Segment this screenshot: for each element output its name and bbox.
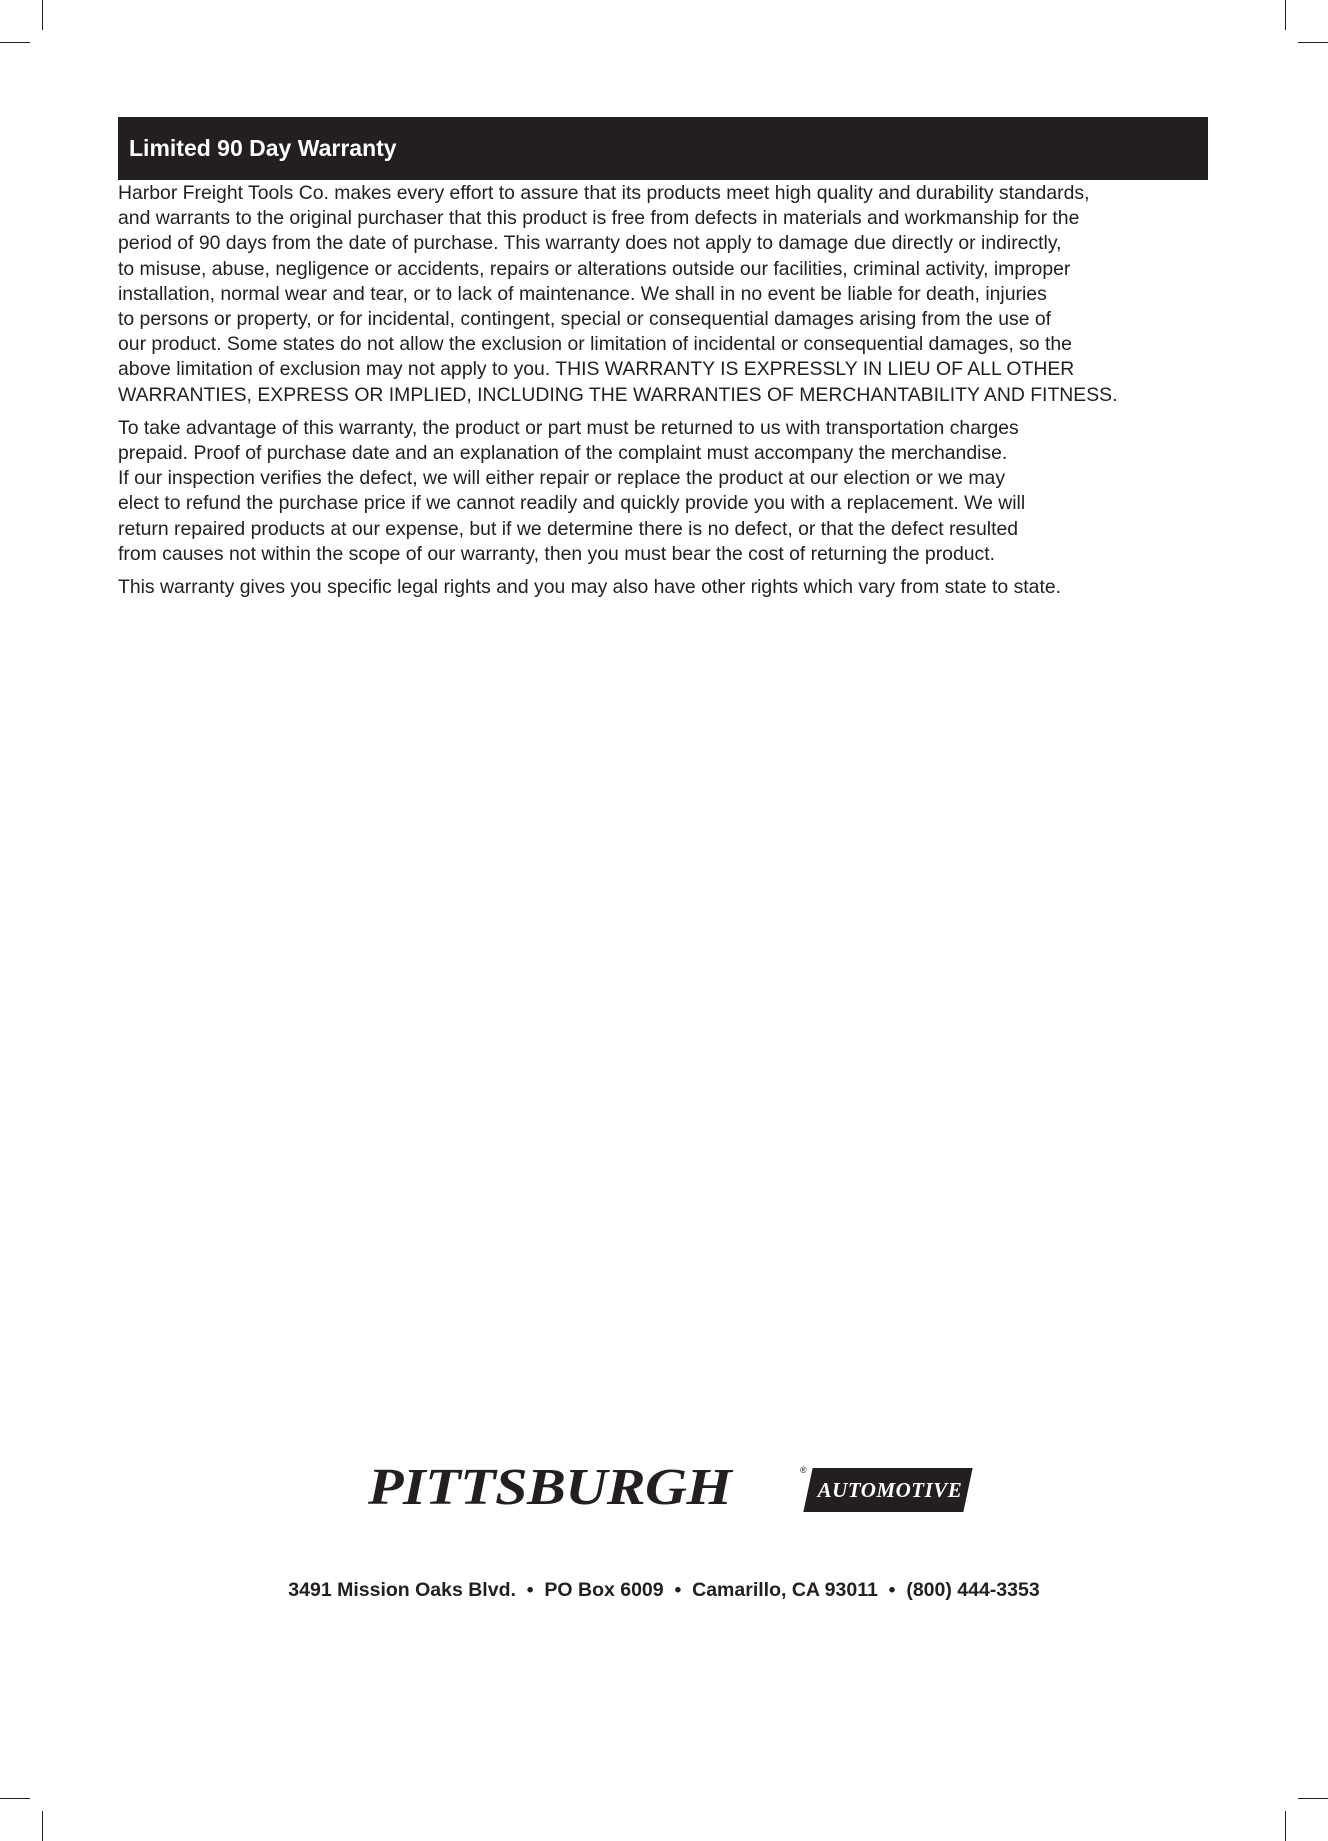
paragraph-line: from causes not within the scope of our warranty, then you must bear the cost of returning the product. (118, 542, 995, 565)
logo-registered-mark: ® (800, 1465, 807, 1475)
crop-mark-bottom-left-horizontal (0, 1798, 30, 1799)
warranty-paragraph-3 (118, 575, 1218, 600)
paragraph-line: our product. Some states do not allow the exclusion or limitation of incidental or consequential damages, so the (118, 333, 1072, 356)
warranty-paragraph-1 (118, 181, 1218, 408)
warranty-body (118, 181, 1218, 608)
crop-mark-top-left-vertical (42, 0, 43, 30)
crop-mark-bottom-right-vertical (1285, 1811, 1286, 1841)
paragraph-line: prepaid. Proof of purchase date and an explanation of the complaint must accompany the merchandise. (118, 442, 1008, 465)
paragraph-line: installation, normal wear and tear, or to lack of maintenance. We shall in no event be liable for death, injuries (118, 282, 1047, 305)
paragraph-line: This warranty gives you specific legal rights and you may also have other rights which vary from state to state. (118, 576, 1062, 599)
paragraph-line: period of 90 days from the date of purchase. This warranty does not apply to damage due directly or indirectly, (118, 232, 1062, 255)
paragraph-line: above limitation of exclusion may not apply to you. THIS WARRANTY IS EXPRESSLY IN LIEU OF ALL OTHER (118, 358, 1075, 381)
crop-mark-bottom-left-vertical (42, 1811, 43, 1841)
paragraph-line: to persons or property, or for incidental, contingent, special or consequential damages arising from the use of (118, 308, 1052, 331)
pittsburgh-automotive-logo (368, 1460, 970, 1516)
footer-address: 3491 Mission Oaks Blvd. • PO Box 6009 • Camarillo, CA 93011 • (800) 444-3353 (288, 1579, 1040, 1601)
paragraph-line: If our inspection verifies the defect, we will either repair or replace the product at our election or we may (118, 467, 1006, 490)
paragraph-line: and warrants to the original purchaser that this product is free from defects in materials and workmanship for the (118, 207, 1080, 230)
warranty-paragraph-2 (118, 416, 1218, 567)
crop-mark-bottom-right-horizontal (1298, 1798, 1328, 1799)
paragraph-line: To take advantage of this warranty, the product or part must be returned to us with transportation charges (118, 416, 1019, 439)
warranty-title: Limited 90 Day Warranty (118, 117, 1208, 180)
logo-tagline: AUTOMOTIVE (817, 1478, 963, 1502)
crop-mark-top-right-horizontal (1298, 42, 1328, 43)
paragraph-line: return repaired products at our expense, but if we determine there is no defect, or that the defect resulted (118, 517, 1019, 540)
crop-mark-top-left-horizontal (0, 42, 30, 43)
crop-mark-top-right-vertical (1285, 0, 1286, 30)
paragraph-line: to misuse, abuse, negligence or accidents, repairs or alterations outside our facilities, criminal activity, improper (118, 257, 1071, 280)
paragraph-line: Harbor Freight Tools Co. makes every effort to assure that its products meet high quality and durability standards, (118, 182, 1090, 204)
logo-brand-wordmark: PITTSBURGH (368, 1459, 732, 1516)
paragraph-line: elect to refund the purchase price if we cannot readily and quickly provide you with a replacement. We will (118, 492, 1026, 515)
paragraph-line: WARRANTIES, EXPRESS OR IMPLIED, INCLUDING THE WARRANTIES OF MERCHANTABILITY AND FITNESS. (118, 383, 1118, 406)
